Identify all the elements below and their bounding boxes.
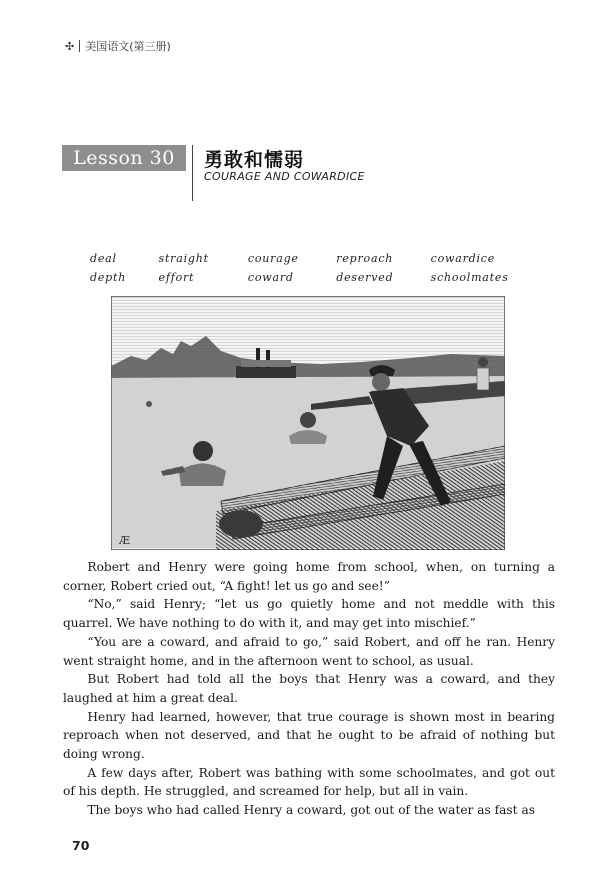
page-number: 70 — [72, 838, 90, 853]
paragraph: Robert and Henry were going home from school, when, on turning a corner, Robert cried out, “A fight! let us go and see!” — [63, 560, 555, 593]
vocab-word: straight — [158, 252, 209, 265]
engraving-illustration — [111, 296, 505, 550]
distant-figure-right — [477, 357, 489, 390]
artist-monogram: Æ — [119, 534, 131, 547]
header-divider — [79, 40, 80, 52]
ornament-icon: ✣ — [65, 39, 75, 53]
paragraph: Henry had learned, however, that true courage is shown most in bearing reproach when not deserved, and that he ought to be afraid of nothing but doing wrong. — [63, 709, 555, 762]
vocab-word: cowardice — [430, 252, 496, 265]
vocab-word: coward — [247, 271, 294, 284]
paragraph: The boys who had called Henry a coward, got out of the water as fast as — [87, 803, 535, 818]
running-header — [65, 38, 171, 54]
lesson-body — [63, 558, 555, 820]
lesson-title-chinese: 勇敢和懦弱 — [204, 149, 305, 171]
paragraph: “You are a coward, and afraid to go,” said Robert, and off he ran. Henry went straight home, and in the afternoon went to school, as usual. — [63, 634, 555, 668]
vocabulary-row — [90, 252, 520, 271]
vocab-word: depth — [90, 271, 127, 284]
vocabulary-row — [90, 271, 520, 290]
vocab-word: deal — [90, 252, 117, 265]
paragraph: A few days after, Robert was bathing with some schoolmates, and got out of his depth. He struggled, and screamed for help, but all in vain. — [63, 765, 555, 799]
vocab-word: reproach — [336, 252, 394, 265]
lesson-title-english: COURAGE AND COWARDICE — [204, 170, 365, 183]
sky — [112, 297, 504, 361]
lesson-number-label: Lesson 30 — [62, 145, 186, 171]
vocab-word: deserved — [336, 271, 394, 284]
distant-swimmer — [146, 401, 152, 407]
vocabulary-list — [90, 252, 520, 290]
vocab-word: courage — [247, 252, 299, 265]
paragraph: “No,” said Henry; “let us go quietly home and not meddle with this quarrel. We have nothing to do with it, and may get into mischief.” — [63, 597, 555, 631]
paragraph: But Robert had told all the boys that Henry was a coward, and they laughed at him a great deal. — [63, 672, 555, 705]
vocab-word: schoolmates — [430, 271, 509, 284]
vocab-word: effort — [158, 271, 195, 284]
book-title: 美国语文(第三册) — [85, 40, 171, 53]
title-divider — [192, 145, 193, 201]
